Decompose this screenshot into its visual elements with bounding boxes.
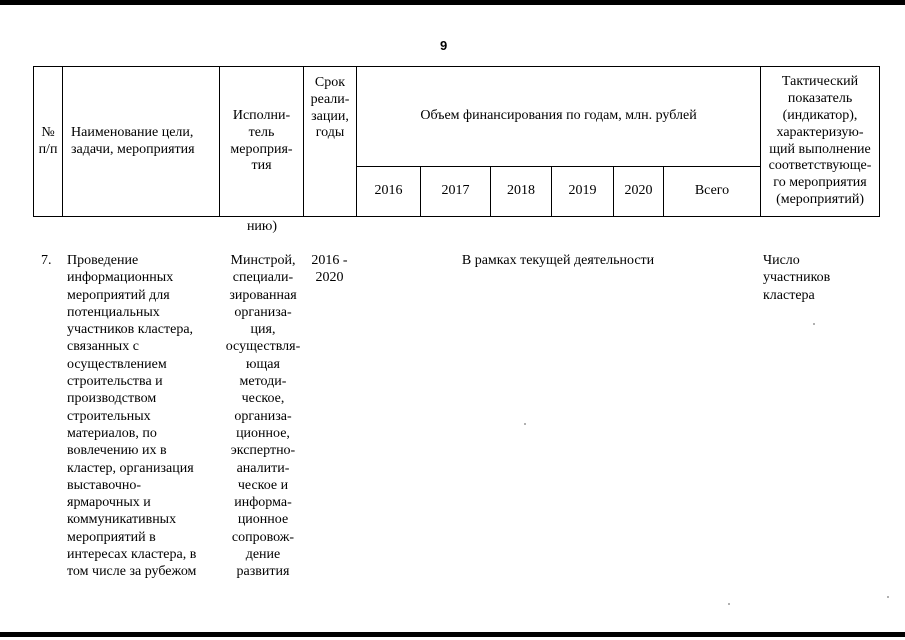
scan-speck [728,603,730,605]
top-border [0,0,905,5]
header-total: Всего [664,167,761,217]
header-funding: Объем финансирования по годам, млн. рублей [357,67,761,167]
header-table [33,66,880,217]
row-number: 7. [41,253,52,268]
scan-speck [887,596,889,598]
header-num: № п/п [34,67,63,217]
scan-speck [524,423,526,425]
header-year: 2018 [491,167,552,217]
header-year: 2020 [614,167,664,217]
header-executor: Исполни-тель мероприя-тия [220,67,304,217]
header-indicator: Тактический показатель (индикатор), характеризую-щий выполнение соответствующе-го мероприятия (мероприятий) [761,67,880,217]
header-year: 2019 [552,167,614,217]
row-term: 2016 - 2020 [311,253,348,286]
carryover-text: нию) [246,219,278,234]
row-executor: Минстрой, специали- зированная организа- ция, осуществля- ющая методи- ческое, организа- ционное, экспертно- аналити- ческое и информа- ционное сопровож- дение развития [225,253,301,580]
page-number: 9 [440,38,448,53]
row-funding: В рамках текущей деятельности [461,253,655,268]
row-name: Проведение информационных мероприятий для потенциальных участников кластера, связанных с осуществлением строительства и производством строительных материалов, по вовлечению их в кластер, организация выставочно- ярмарочных и коммуникативных мероприятий в интересах кластера, в том числе за рубежом [67,253,197,580]
header-year: 2016 [357,167,421,217]
scan-speck [813,323,815,325]
bottom-border [0,632,905,637]
header-year: 2017 [421,167,491,217]
header-term: Срок реали-зации, годы [304,67,357,217]
row-indicator: Число участников кластера [763,253,831,303]
header-name: Наименование цели, задачи, мероприятия [63,67,220,217]
